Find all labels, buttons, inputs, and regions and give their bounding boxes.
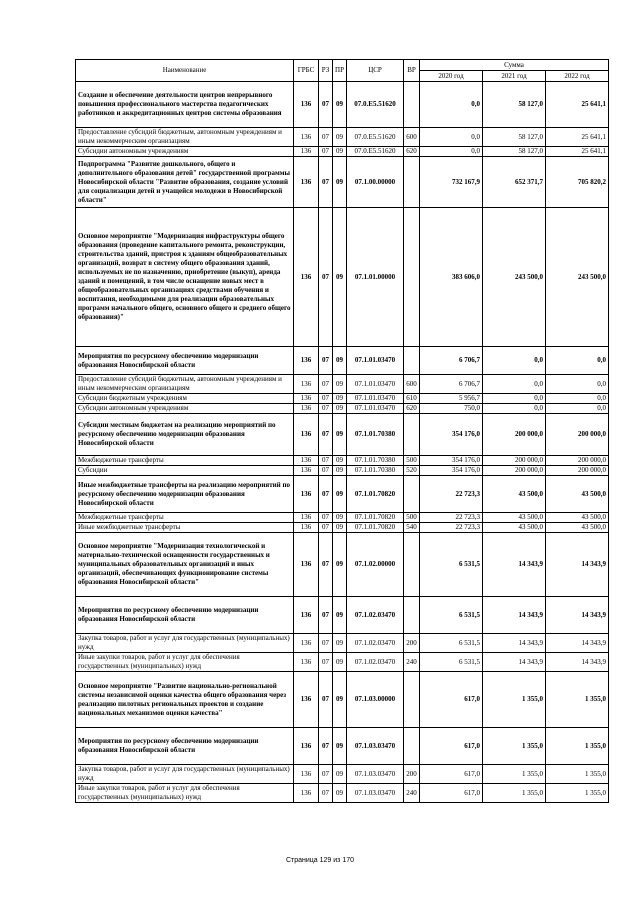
cell-pr: 09 bbox=[333, 672, 347, 728]
cell-name: Мероприятия по ресурсному обеспечению модернизации образования Новосибирской области bbox=[76, 728, 294, 765]
table-row bbox=[76, 728, 609, 765]
table-row bbox=[76, 456, 609, 466]
cell-grbs: 136 bbox=[294, 466, 319, 476]
cell-name: Предоставление субсидий бюджетным, автономным учреждениям и иным некоммерческим организациям bbox=[76, 128, 294, 147]
cell-name: Мероприятия по ресурсному обеспечению модернизации образования Новосибирской области bbox=[76, 347, 294, 375]
cell-name: Иные межбюджетные трансферты bbox=[76, 523, 294, 533]
cell-y2020: 6 531,5 bbox=[420, 533, 483, 597]
cell-name: Иные межбюджетные трансферты на реализацию мероприятий по ресурсному обеспечению модернизации образования Новосибирской области bbox=[76, 476, 294, 513]
cell-vr bbox=[404, 728, 420, 765]
cell-y2021: 0,0 bbox=[483, 394, 546, 404]
cell-csr: 07.1.01.70380 bbox=[347, 466, 404, 476]
cell-vr: 200 bbox=[404, 765, 420, 784]
cell-pr: 09 bbox=[333, 597, 347, 634]
col-header-name: Наименование bbox=[76, 60, 294, 82]
cell-name: Субсидии местным бюджетам на реализацию мероприятий по ресурсному обеспечению модернизации образования Новосибирской области bbox=[76, 414, 294, 456]
cell-csr: 07.1.01.00000 bbox=[347, 208, 404, 347]
col-header-2022: 2022 год bbox=[546, 71, 609, 82]
budget-table bbox=[75, 59, 609, 803]
cell-name: Основное мероприятие "Модернизация технологической и материально-технической оснащенности государственных и муниципальных образовательных организаций и иных организаций, обеспечивающих функционирование системы образования Новосибирской области" bbox=[76, 533, 294, 597]
cell-rz: 07 bbox=[319, 597, 333, 634]
table-row bbox=[76, 394, 609, 404]
cell-y2020: 617,0 bbox=[420, 765, 483, 784]
cell-y2020: 0,0 bbox=[420, 128, 483, 147]
cell-vr: 500 bbox=[404, 456, 420, 466]
cell-rz: 07 bbox=[319, 653, 333, 672]
cell-name: Межбюджетные трансферты bbox=[76, 456, 294, 466]
cell-rz: 07 bbox=[319, 82, 333, 128]
cell-y2021: 0,0 bbox=[483, 375, 546, 394]
cell-vr bbox=[404, 597, 420, 634]
cell-rz: 07 bbox=[319, 523, 333, 533]
cell-vr bbox=[404, 672, 420, 728]
cell-y2020: 22 723,3 bbox=[420, 523, 483, 533]
cell-vr bbox=[404, 157, 420, 208]
cell-name: Субсидии bbox=[76, 466, 294, 476]
cell-rz: 07 bbox=[319, 634, 333, 653]
cell-vr: 620 bbox=[404, 404, 420, 414]
cell-grbs: 136 bbox=[294, 728, 319, 765]
cell-name: Предоставление субсидий бюджетным, автономным учреждениям и иным некоммерческим организациям bbox=[76, 375, 294, 394]
cell-pr: 09 bbox=[333, 128, 347, 147]
table-row bbox=[76, 597, 609, 634]
cell-y2022: 0,0 bbox=[546, 404, 609, 414]
cell-pr: 09 bbox=[333, 347, 347, 375]
cell-pr: 09 bbox=[333, 414, 347, 456]
col-header-rz: РЗ bbox=[319, 60, 333, 82]
cell-y2022: 1 355,0 bbox=[546, 784, 609, 803]
cell-grbs: 136 bbox=[294, 157, 319, 208]
cell-pr: 09 bbox=[333, 82, 347, 128]
cell-csr: 07.1.01.03470 bbox=[347, 394, 404, 404]
cell-y2022: 14 343,9 bbox=[546, 533, 609, 597]
cell-rz: 07 bbox=[319, 147, 333, 157]
cell-csr: 07.0.E5.51620 bbox=[347, 128, 404, 147]
cell-y2022: 25 641,1 bbox=[546, 82, 609, 128]
cell-y2020: 732 167,9 bbox=[420, 157, 483, 208]
cell-y2021: 43 500,0 bbox=[483, 523, 546, 533]
table-row bbox=[76, 634, 609, 653]
cell-y2021: 43 500,0 bbox=[483, 476, 546, 513]
cell-y2020: 617,0 bbox=[420, 728, 483, 765]
cell-vr: 540 bbox=[404, 523, 420, 533]
cell-grbs: 136 bbox=[294, 476, 319, 513]
cell-grbs: 136 bbox=[294, 208, 319, 347]
cell-y2020: 617,0 bbox=[420, 784, 483, 803]
cell-csr: 07.1.01.03470 bbox=[347, 347, 404, 375]
cell-y2022: 1 355,0 bbox=[546, 765, 609, 784]
table-row bbox=[76, 784, 609, 803]
table-row bbox=[76, 347, 609, 375]
cell-csr: 07.0.E5.51620 bbox=[347, 82, 404, 128]
cell-rz: 07 bbox=[319, 375, 333, 394]
cell-rz: 07 bbox=[319, 476, 333, 513]
cell-vr bbox=[404, 82, 420, 128]
cell-vr: 200 bbox=[404, 634, 420, 653]
cell-y2021: 58 127,0 bbox=[483, 128, 546, 147]
cell-grbs: 136 bbox=[294, 128, 319, 147]
cell-pr: 09 bbox=[333, 513, 347, 523]
cell-y2020: 22 723,3 bbox=[420, 476, 483, 513]
cell-csr: 07.1.03.00000 bbox=[347, 672, 404, 728]
cell-grbs: 136 bbox=[294, 597, 319, 634]
cell-rz: 07 bbox=[319, 414, 333, 456]
cell-pr: 09 bbox=[333, 784, 347, 803]
cell-y2022: 200 000,0 bbox=[546, 456, 609, 466]
cell-grbs: 136 bbox=[294, 456, 319, 466]
cell-name: Основное мероприятие "Развитие национально-региональной системы независимой оценки качества общего образования через реализацию пилотных региональных проектов и создание национальных механизмов оценки качества" bbox=[76, 672, 294, 728]
table-row bbox=[76, 128, 609, 147]
table-row bbox=[76, 82, 609, 128]
cell-rz: 07 bbox=[319, 128, 333, 147]
cell-y2022: 0,0 bbox=[546, 347, 609, 375]
cell-rz: 07 bbox=[319, 728, 333, 765]
cell-y2021: 200 000,0 bbox=[483, 456, 546, 466]
cell-y2020: 22 723,3 bbox=[420, 513, 483, 523]
cell-csr: 07.1.01.70820 bbox=[347, 523, 404, 533]
cell-pr: 09 bbox=[333, 523, 347, 533]
table-row bbox=[76, 533, 609, 597]
cell-csr: 07.1.01.03470 bbox=[347, 404, 404, 414]
cell-pr: 09 bbox=[333, 476, 347, 513]
cell-grbs: 136 bbox=[294, 375, 319, 394]
cell-grbs: 136 bbox=[294, 82, 319, 128]
cell-y2022: 25 641,1 bbox=[546, 128, 609, 147]
cell-grbs: 136 bbox=[294, 394, 319, 404]
cell-csr: 07.1.03.03470 bbox=[347, 784, 404, 803]
table-row bbox=[76, 157, 609, 208]
cell-csr: 07.1.03.03470 bbox=[347, 765, 404, 784]
cell-y2022: 705 820,2 bbox=[546, 157, 609, 208]
cell-y2020: 354 176,0 bbox=[420, 456, 483, 466]
cell-y2020: 6 706,7 bbox=[420, 375, 483, 394]
table-row bbox=[76, 653, 609, 672]
cell-y2021: 14 343,9 bbox=[483, 653, 546, 672]
cell-y2022: 43 500,0 bbox=[546, 476, 609, 513]
cell-y2020: 750,0 bbox=[420, 404, 483, 414]
cell-y2020: 617,0 bbox=[420, 672, 483, 728]
page-number: Страница 129 из 170 bbox=[285, 857, 355, 864]
cell-grbs: 136 bbox=[294, 634, 319, 653]
col-header-pr: ПР bbox=[333, 60, 347, 82]
cell-pr: 09 bbox=[333, 456, 347, 466]
cell-csr: 07.1.00.00000 bbox=[347, 157, 404, 208]
cell-grbs: 136 bbox=[294, 404, 319, 414]
cell-name: Иные закупки товаров, работ и услуг для обеспечения государственных (муниципальных) нужд bbox=[76, 653, 294, 672]
col-header-csr: ЦСР bbox=[347, 60, 404, 82]
cell-y2021: 0,0 bbox=[483, 347, 546, 375]
cell-y2021: 1 355,0 bbox=[483, 672, 546, 728]
cell-y2021: 58 127,0 bbox=[483, 82, 546, 128]
cell-csr: 07.0.E5.51620 bbox=[347, 147, 404, 157]
cell-y2022: 1 355,0 bbox=[546, 728, 609, 765]
cell-rz: 07 bbox=[319, 466, 333, 476]
table-row bbox=[76, 414, 609, 456]
cell-vr bbox=[404, 414, 420, 456]
cell-grbs: 136 bbox=[294, 672, 319, 728]
cell-y2022: 43 500,0 bbox=[546, 523, 609, 533]
cell-name: Закупка товаров, работ и услуг для государственных (муниципальных) нужд bbox=[76, 765, 294, 784]
cell-grbs: 136 bbox=[294, 523, 319, 533]
cell-y2021: 1 355,0 bbox=[483, 728, 546, 765]
cell-grbs: 136 bbox=[294, 653, 319, 672]
cell-csr: 07.1.02.03470 bbox=[347, 634, 404, 653]
cell-y2021: 1 355,0 bbox=[483, 784, 546, 803]
cell-rz: 07 bbox=[319, 208, 333, 347]
cell-pr: 09 bbox=[333, 634, 347, 653]
cell-y2022: 1 355,0 bbox=[546, 672, 609, 728]
cell-rz: 07 bbox=[319, 513, 333, 523]
cell-y2021: 14 343,9 bbox=[483, 533, 546, 597]
cell-pr: 09 bbox=[333, 533, 347, 597]
cell-pr: 09 bbox=[333, 765, 347, 784]
cell-vr: 240 bbox=[404, 653, 420, 672]
cell-grbs: 136 bbox=[294, 513, 319, 523]
cell-pr: 09 bbox=[333, 208, 347, 347]
cell-name: Субсидии бюджетным учреждениям bbox=[76, 394, 294, 404]
cell-grbs: 136 bbox=[294, 147, 319, 157]
cell-vr bbox=[404, 347, 420, 375]
cell-y2020: 5 956,7 bbox=[420, 394, 483, 404]
cell-pr: 09 bbox=[333, 728, 347, 765]
cell-vr bbox=[404, 533, 420, 597]
col-header-sum: Сумма bbox=[420, 60, 609, 71]
cell-csr: 07.1.03.03470 bbox=[347, 728, 404, 765]
cell-vr: 600 bbox=[404, 375, 420, 394]
cell-grbs: 136 bbox=[294, 414, 319, 456]
cell-csr: 07.1.01.70380 bbox=[347, 414, 404, 456]
table-row bbox=[76, 476, 609, 513]
cell-vr: 240 bbox=[404, 784, 420, 803]
cell-y2022: 14 343,9 bbox=[546, 634, 609, 653]
cell-csr: 07.1.01.03470 bbox=[347, 375, 404, 394]
cell-rz: 07 bbox=[319, 784, 333, 803]
cell-y2022: 25 641,1 bbox=[546, 147, 609, 157]
cell-csr: 07.1.01.70820 bbox=[347, 476, 404, 513]
table-body bbox=[76, 82, 609, 803]
cell-pr: 09 bbox=[333, 653, 347, 672]
cell-y2020: 354 176,0 bbox=[420, 414, 483, 456]
cell-y2020: 383 606,0 bbox=[420, 208, 483, 347]
table-row bbox=[76, 375, 609, 394]
cell-y2021: 1 355,0 bbox=[483, 765, 546, 784]
cell-y2021: 243 500,0 bbox=[483, 208, 546, 347]
cell-rz: 07 bbox=[319, 533, 333, 597]
cell-csr: 07.1.02.00000 bbox=[347, 533, 404, 597]
table-row bbox=[76, 513, 609, 523]
cell-vr bbox=[404, 208, 420, 347]
cell-y2020: 6 706,7 bbox=[420, 347, 483, 375]
table-row bbox=[76, 208, 609, 347]
cell-vr: 610 bbox=[404, 394, 420, 404]
cell-grbs: 136 bbox=[294, 784, 319, 803]
cell-pr: 09 bbox=[333, 375, 347, 394]
cell-name: Закупка товаров, работ и услуг для государственных (муниципальных) нужд bbox=[76, 634, 294, 653]
cell-y2021: 200 000,0 bbox=[483, 466, 546, 476]
cell-pr: 09 bbox=[333, 157, 347, 208]
cell-y2020: 0,0 bbox=[420, 147, 483, 157]
cell-name: Основное мероприятие "Модернизация инфраструктуры общего образования (проведение капитального ремонта, реконструкции, строительства зданий, пристроя к зданиям общеобразовательных организаций, возврат в систему общего образования зданий, используемых не по назначению, приобретение (выкуп), аренда зданий и помещений, в том числе оснащение новых мест в общеобразовательных организациях средствами обучения и воспитания, необходимыми для реализации образовательных программ начального общего, основного общего и среднего общего образования)" bbox=[76, 208, 294, 347]
cell-name: Создание и обеспечение деятельности центров непрерывного повышения профессионального мастерства педагогических работников и аккредитационных центров системы образования bbox=[76, 82, 294, 128]
cell-name: Субсидии автономным учреждениям bbox=[76, 404, 294, 414]
cell-pr: 09 bbox=[333, 147, 347, 157]
table-row bbox=[76, 765, 609, 784]
cell-y2020: 6 531,5 bbox=[420, 634, 483, 653]
cell-y2020: 0,0 bbox=[420, 82, 483, 128]
cell-y2020: 6 531,5 bbox=[420, 653, 483, 672]
cell-rz: 07 bbox=[319, 394, 333, 404]
cell-y2020: 354 176,0 bbox=[420, 466, 483, 476]
cell-rz: 07 bbox=[319, 765, 333, 784]
cell-grbs: 136 bbox=[294, 533, 319, 597]
cell-pr: 09 bbox=[333, 466, 347, 476]
cell-y2021: 43 500,0 bbox=[483, 513, 546, 523]
table-row bbox=[76, 523, 609, 533]
cell-csr: 07.1.02.03470 bbox=[347, 653, 404, 672]
cell-y2022: 43 500,0 bbox=[546, 513, 609, 523]
cell-rz: 07 bbox=[319, 157, 333, 208]
cell-rz: 07 bbox=[319, 404, 333, 414]
cell-y2021: 200 000,0 bbox=[483, 414, 546, 456]
col-header-grbs: ГРБС bbox=[294, 60, 319, 82]
cell-name: Иные закупки товаров, работ и услуг для обеспечения государственных (муниципальных) нужд bbox=[76, 784, 294, 803]
cell-name: Мероприятия по ресурсному обеспечению модернизации образования Новосибирской области bbox=[76, 597, 294, 634]
cell-y2022: 14 343,9 bbox=[546, 653, 609, 672]
cell-vr: 520 bbox=[404, 466, 420, 476]
cell-y2021: 652 371,7 bbox=[483, 157, 546, 208]
table-row bbox=[76, 466, 609, 476]
cell-y2020: 6 531,5 bbox=[420, 597, 483, 634]
col-header-vr: ВР bbox=[404, 60, 420, 82]
cell-csr: 07.1.02.03470 bbox=[347, 597, 404, 634]
cell-vr: 600 bbox=[404, 128, 420, 147]
table-row bbox=[76, 147, 609, 157]
cell-name: Субсидии автономным учреждениям bbox=[76, 147, 294, 157]
cell-y2022: 243 500,0 bbox=[546, 208, 609, 347]
col-header-2021: 2021 год bbox=[483, 71, 546, 82]
table-row bbox=[76, 672, 609, 728]
cell-rz: 07 bbox=[319, 347, 333, 375]
cell-y2021: 58 127,0 bbox=[483, 147, 546, 157]
cell-pr: 09 bbox=[333, 394, 347, 404]
table-row bbox=[76, 404, 609, 414]
cell-rz: 07 bbox=[319, 456, 333, 466]
cell-y2022: 0,0 bbox=[546, 394, 609, 404]
cell-y2022: 14 343,9 bbox=[546, 597, 609, 634]
cell-vr bbox=[404, 476, 420, 513]
cell-grbs: 136 bbox=[294, 347, 319, 375]
col-header-2020: 2020 год bbox=[420, 71, 483, 82]
cell-y2021: 14 343,9 bbox=[483, 634, 546, 653]
cell-y2021: 14 343,9 bbox=[483, 597, 546, 634]
cell-y2022: 0,0 bbox=[546, 375, 609, 394]
cell-grbs: 136 bbox=[294, 765, 319, 784]
cell-csr: 07.1.01.70380 bbox=[347, 456, 404, 466]
cell-name: Межбюджетные трансферты bbox=[76, 513, 294, 523]
cell-csr: 07.1.01.70820 bbox=[347, 513, 404, 523]
cell-pr: 09 bbox=[333, 404, 347, 414]
cell-y2021: 0,0 bbox=[483, 404, 546, 414]
cell-y2022: 200 000,0 bbox=[546, 414, 609, 456]
cell-y2022: 200 000,0 bbox=[546, 466, 609, 476]
cell-rz: 07 bbox=[319, 672, 333, 728]
cell-vr: 500 bbox=[404, 513, 420, 523]
cell-vr: 620 bbox=[404, 147, 420, 157]
cell-name: Подпрограмма "Развитие дошкольного, общего и дополнительного образования детей" государственной программы Новосибирской области "Развитие образования, создание условий для социализации детей и учащейся молодежи в Новосибирской области" bbox=[76, 157, 294, 208]
